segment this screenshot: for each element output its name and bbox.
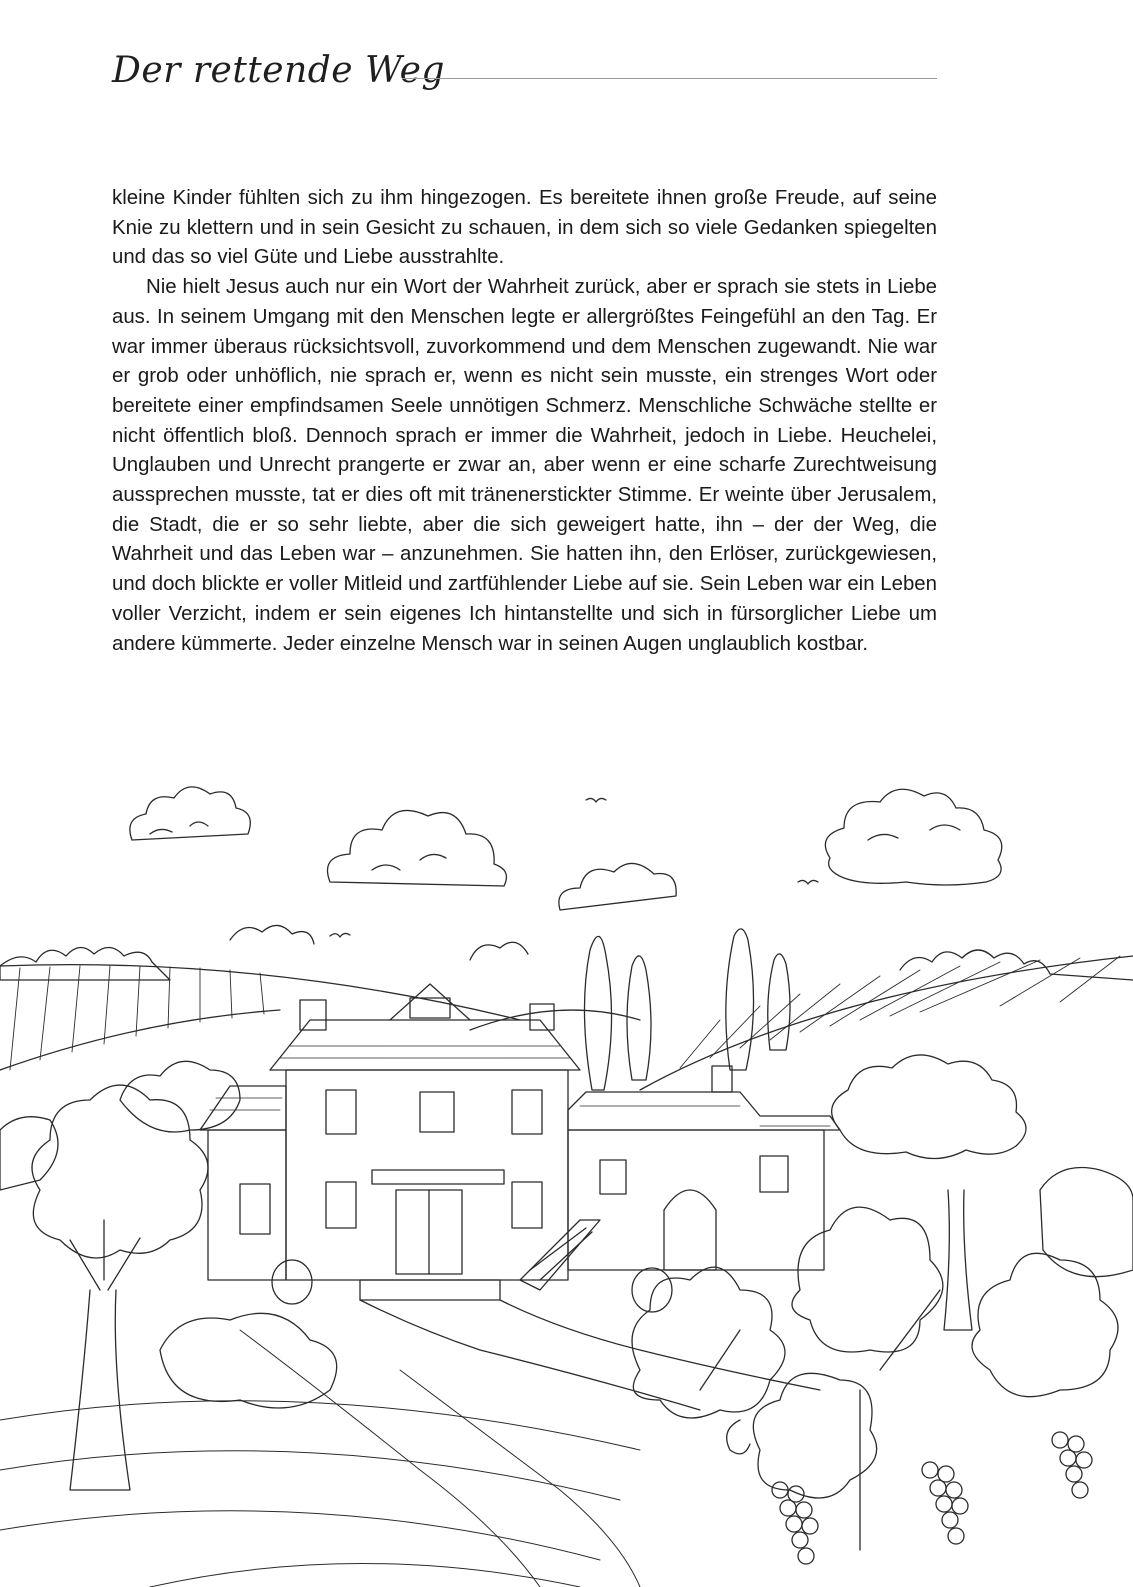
- page-header: [112, 44, 937, 104]
- cypress-tree-icon: [726, 929, 754, 1070]
- villa-icon: [200, 984, 840, 1300]
- bird-icon: [798, 880, 818, 884]
- grapes-icon: [922, 1462, 968, 1544]
- pine-tree-icon: [832, 1055, 1026, 1330]
- cloud-icon: [825, 789, 1001, 885]
- cypress-tree-icon: [768, 954, 790, 1050]
- grapevine-icon: [632, 1207, 1118, 1564]
- cloud-icon: [328, 810, 507, 886]
- landscape-illustration: [0, 770, 1133, 1587]
- cloud-icon: [559, 863, 676, 910]
- bird-icon: [586, 798, 606, 802]
- bush-icon: [160, 1313, 337, 1408]
- header-rule: [402, 78, 937, 79]
- body-text: [112, 184, 937, 659]
- paragraph-1: kleine Kinder fühlten sich zu ihm hingezogen. Es bereitete ihnen große Freude, auf seine Knie zu klettern und in sein Gesicht zu schauen, in dem sich so viele Gedanken spiegelten und das so viel Güte und Liebe ausstrahlte.: [112, 187, 937, 269]
- cloud-icon: [130, 787, 250, 840]
- bush-icon: [272, 1260, 312, 1304]
- bird-icon: [330, 933, 350, 937]
- grapes-icon: [772, 1482, 818, 1564]
- chapter-title: Der rettende Weg: [112, 50, 445, 91]
- grapes-icon: [1052, 1432, 1092, 1498]
- bush-icon: [0, 1117, 58, 1190]
- bush-icon: [1040, 1168, 1133, 1277]
- paragraph-2: Nie hielt Jesus auch nur ein Wort der Wahrheit zurück, aber er sprach sie stets in Liebe aus. In seinem Umgang mit den Menschen legte er allergrößtes Feingefühl an den Tag. Er war immer überaus rücksichtsvoll, zuvorkommend und dem Menschen zugewandt. Nie war er grob oder unhöflich, nie sprach er, wenn es nicht sein musste, ein strenges Wort oder bereitete einer empfindsamen Seele unnötigen Schmerz. Menschliche Schwäche stellte er nicht öffentlich bloß. Dennoch sprach er immer die Wahrheit, jedoch in Liebe. Heuchelei, Unglauben und Unrecht prangerte er zwar an, aber wenn er eine scharfe Zurechtweisung aussprechen musste, tat er dies oft mit tränenerstickter Stimme. Er weinte über Jerusalem, die Stadt, die er so sehr liebte, aber die sich geweigert hatte, ihn – der der Weg, die Wahrheit und das Leben war – anzunehmen. Sie hatten ihn, den Erlöser, zurückgewiesen, und doch blickte er voller Mitleid und zartfühlender Liebe auf sie. Sein Leben war ein Leben voller Verzicht, indem er sein eigenes Ich hintanstellte und sich in fürsorglicher Liebe um andere kümmerte. Jeder einzelne Mensch war in seinen Augen unglaublich kostbar.: [112, 276, 937, 655]
- bush-icon: [632, 1268, 672, 1312]
